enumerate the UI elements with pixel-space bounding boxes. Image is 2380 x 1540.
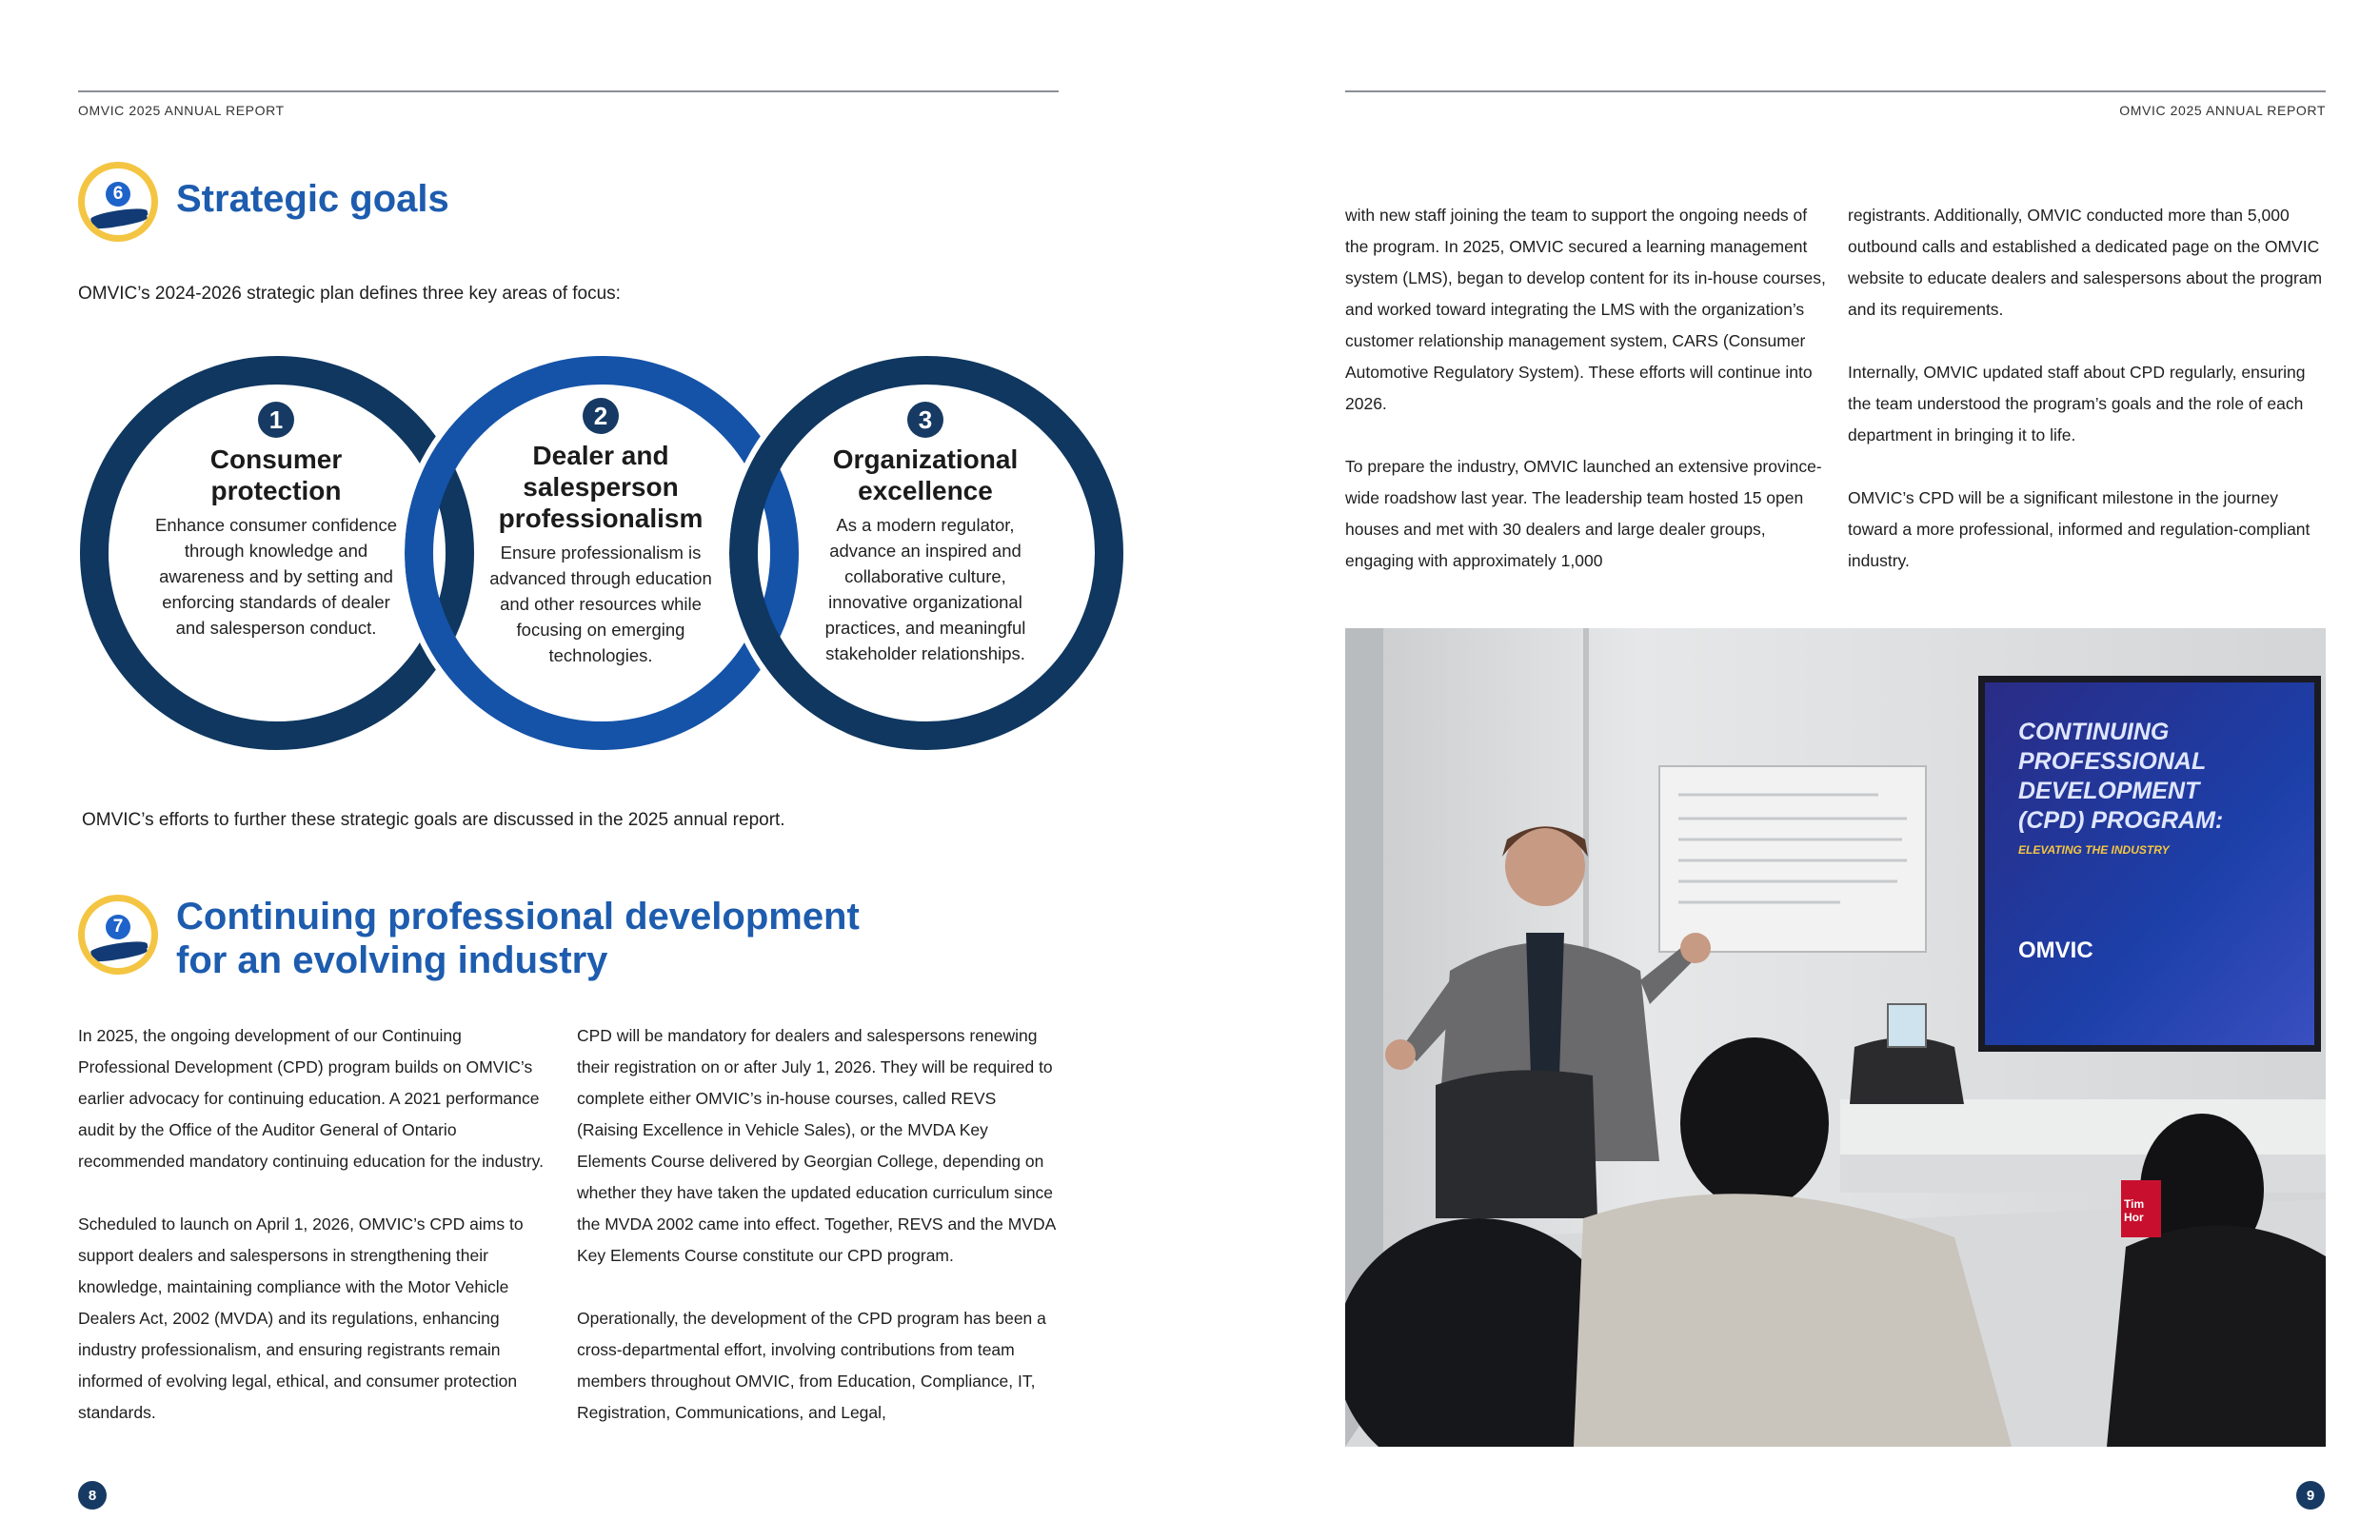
badge-number: 7 xyxy=(106,915,130,939)
right-page-number: 9 xyxy=(2296,1481,2325,1510)
road-icon xyxy=(85,901,151,968)
area-description: Enhance consumer confidence through knowledge and awareness and by setting and enforcing standards of dealer and salesperson conduct. xyxy=(154,515,398,638)
cpd-column-3: with new staff joining the team to support the ongoing needs of the program. In 2025, OMVIC secured a learning management system (LMS), began to develop content for its in-house courses, and worked toward integrating the LMS with the organization’s customer relationship management system, CARS (Consumer Automotive Regulatory System). These efforts will continue into 2026. To prepare the industry, OMVIC launched an extensive province-wide roadshow last year. The leadership team hosted 15 open houses and met with 30 dealers and large dealer groups, engaging with approximately 1,000 xyxy=(1345,206,1826,570)
strategic-closing: OMVIC’s efforts to further these strategic goals are discussed in the 2025 annual report. xyxy=(82,810,785,830)
area-dealer-professionalism xyxy=(458,398,744,668)
left-running-header: OMVIC 2025 ANNUAL REPORT xyxy=(78,103,285,118)
area-title: Organizational excellence xyxy=(832,444,1019,505)
cpd-presentation-photo xyxy=(1345,628,2326,1447)
left-header-rule xyxy=(78,90,1059,92)
left-page-number: 8 xyxy=(78,1481,107,1510)
cpd-heading: Continuing professional development for an evolving industry xyxy=(176,896,860,981)
area-number: 3 xyxy=(907,402,943,438)
strategic-intro: OMVIC’s 2024-2026 strategic plan defines three key areas of focus: xyxy=(78,284,621,304)
cup-logo: Tim Hor xyxy=(2124,1197,2145,1224)
area-title: Consumer protection xyxy=(209,444,343,505)
strategic-goals-heading: Strategic goals xyxy=(176,178,449,220)
right-header-rule xyxy=(1345,90,2326,92)
screen-subtitle: ELEVATING THE INDUSTRY xyxy=(2018,843,2170,857)
area-consumer-protection xyxy=(133,402,419,641)
cpd-column-1: In 2025, the ongoing development of our Continuing Professional Development (CPD) program builds on OMVIC’s earlier advocacy for continuing education. A 2021 performance audit by the Office of the Auditor General of Ontario recommended mandatory continuing education for the industry. Scheduled to launch on April 1, 2026, OMVIC’s CPD aims to support dealers and salespersons in strengthening their knowledge, maintaining compliance with the Motor Vehicle Dealers Act, 2002 (MVDA) and its regulations, enhancing industry professionalism, and ensuring registrants remain informed of evolving legal, ethical, and consumer protection standards. xyxy=(78,1026,544,1422)
screen-title: CONTINUING PROFESSIONAL DEVELOPMENT (CPD) PROGRAM: xyxy=(2018,719,2224,834)
area-description: Ensure professionalism is advanced through education and other resources while focusing on emerging technologies. xyxy=(489,543,712,665)
section-7-badge xyxy=(78,895,158,975)
area-title: Dealer and salesperson professionalism xyxy=(498,441,704,533)
section-6-badge xyxy=(78,162,158,242)
right-running-header: OMVIC 2025 ANNUAL REPORT xyxy=(2119,103,2326,118)
area-number: 2 xyxy=(583,398,619,434)
screen-logo: OMVIC xyxy=(2018,938,2093,963)
area-number: 1 xyxy=(258,402,294,438)
area-organizational-excellence xyxy=(783,402,1068,666)
badge-number: 6 xyxy=(106,182,130,207)
cpd-column-4: registrants. Additionally, OMVIC conducted more than 5,000 outbound calls and established a dedicated page on the OMVIC website to educate dealers and salespersons about the program and its requirements. Internally, OMVIC updated staff about CPD regularly, ensuring the team understood the program’s goals and the role of each department in bringing it to life. OMVIC’s CPD will be a significant milestone in the journey toward a more professional, informed and regulation-compliant industry. xyxy=(1848,206,2323,570)
road-icon xyxy=(85,168,151,235)
area-description: As a modern regulator, advance an inspired and collaborative culture, innovative organizational practices, and meaningful stakeholder relationships. xyxy=(824,515,1026,663)
cpd-column-2: CPD will be mandatory for dealers and salespersons renewing their registration on or after July 1, 2026. They will be required to complete either OMVIC’s in-house courses, called REVS (Raising Excellence in Vehicle Sales), or the MVDA Key Elements Course delivered by Georgian College, depending on whether they have taken the updated education curriculum since the MVDA 2002 came into effect. Together, REVS and the MVDA Key Elements Course constitute our CPD program. Operationally, the development of the CPD program has been a cross-departmental effort, involving contributions from team members throughout OMVIC, from Education, Compliance, IT, Registration, Communications, and Legal, xyxy=(577,1026,1056,1422)
